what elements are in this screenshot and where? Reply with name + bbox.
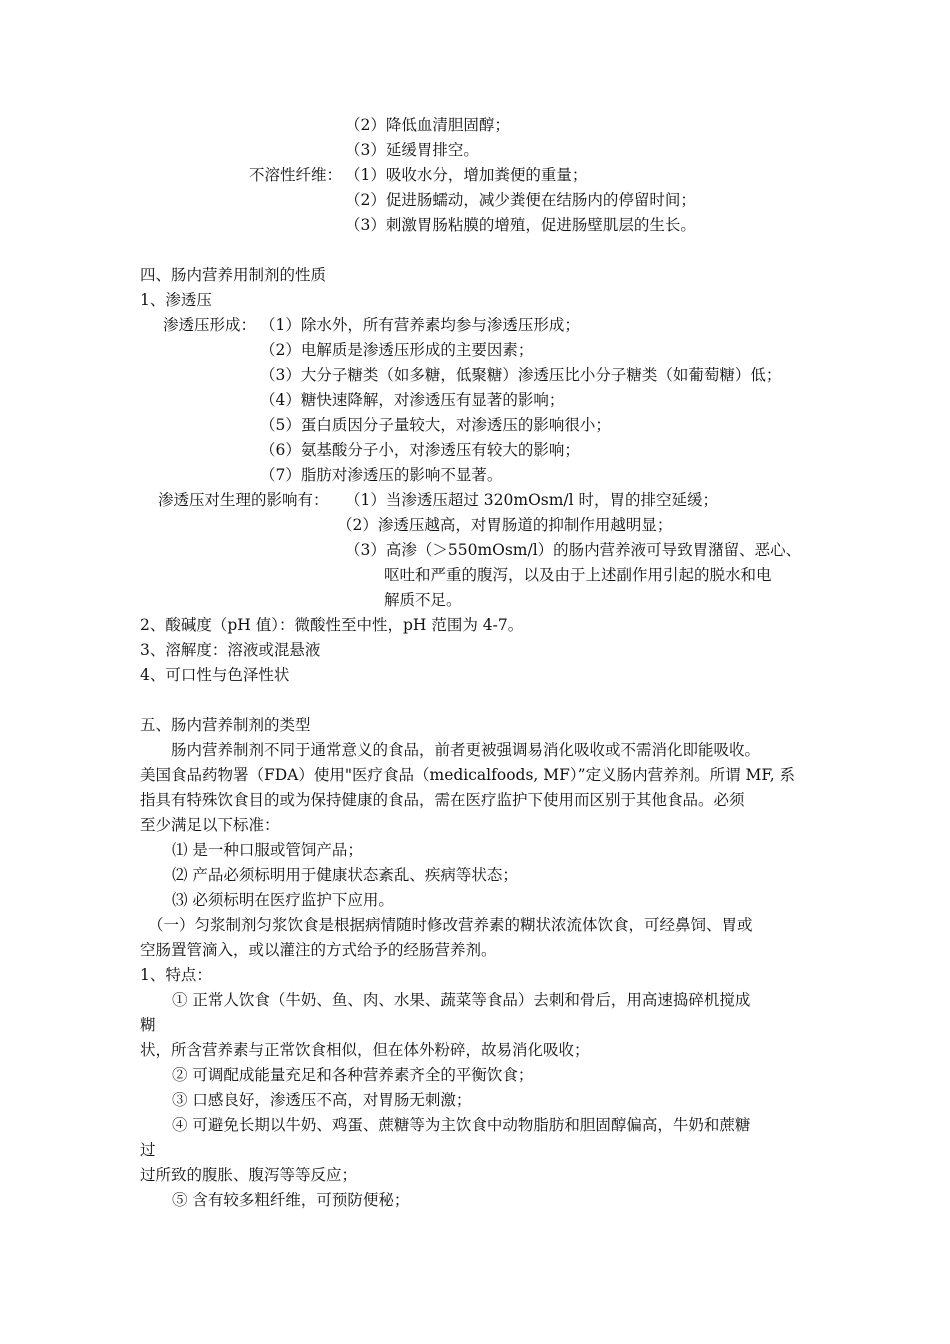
insoluble-fiber-item-2: （2）促进肠蠕动，减少粪便在结肠内的停留时间； [345,191,696,209]
feature-2: ② 可调配成能量充足和各种营养素齐全的平衡饮食； [172,1066,534,1084]
ph-item: 2、酸碱度（pH 值）：微酸性至中性，pH 范围为 4-7。 [140,616,524,634]
formation-item-2: （2）电解质是渗透压形成的主要因素； [260,341,534,359]
soluble-fiber-item-2: （2）降低血清胆固醇； [345,116,510,134]
feature-5: ⑤ 含有较多粗纤维，可预防便秘； [172,1191,410,1209]
section-5-para-line-1: 肠内营养制剂不同于通常意义的食品，前者更被强调易消化吸收或不需消化即能吸收。 [171,741,761,759]
formation-label: 渗透压形成： [163,316,257,334]
effects-item-1: （1）当渗透压超过 320mOsm/l 时，胃的排空延缓； [345,491,719,509]
soluble-fiber-item-3: （3）延缓胃排空。 [345,141,479,159]
effects-item-3: （3）高渗（＞550mOsm/l）的肠内营养液可导致胃潴留、恶心、 [345,541,802,559]
formation-item-7: （7）脂肪对渗透压的影响不显著。 [260,466,503,484]
section-5-para-line-3: 指具有特殊饮食目的或为保持健康的食品，需在医疗监护下使用而区别于其他食品。必须 [140,791,745,809]
standard-3: ⑶ 必须标明在医疗监护下应用。 [172,891,394,909]
insoluble-fiber-label: 不溶性纤维： [249,166,343,184]
formation-item-6: （6）氨基酸分子小，对渗透压有较大的影响； [260,441,580,459]
formation-item-4: （4）糖快速降解，对渗透压有显著的影响； [260,391,565,409]
feature-4-line-3: 过所致的腹胀、腹泻等等反应； [140,1166,358,1184]
palatability-item: 4、可口性与色泽性状 [140,666,290,684]
feature-4-line-1: ④ 可避免长期以牛奶、鸡蛋、蔗糖等为主饮食中动物脂肪和胆固醇偏高，牛奶和蔗糖 [172,1116,751,1134]
feature-1-line-1: ① 正常人饮食（牛奶、鱼、肉、水果、蔬菜等食品）去刺和骨后，用高速捣碎机搅成 [172,991,751,1009]
section-5-heading: 五、肠内营养制剂的类型 [140,716,311,734]
osmotic-pressure-title: 1、渗透压 [140,291,212,309]
feature-3: ③ 口感良好，渗透压不高，对胃肠无刺激； [172,1091,472,1109]
solubility-item: 3、溶解度：溶液或混悬液 [140,641,321,659]
features-title: 1、特点： [140,966,212,984]
effects-item-3-cont-2: 解质不足。 [384,591,462,609]
section-5-para-line-4: 至少满足以下标准： [140,816,280,834]
insoluble-fiber-item-3: （3）刺激胃肠粘膜的增殖，促进肠壁肌层的生长。 [345,216,696,234]
standard-1: ⑴ 是一种口服或管饲产品； [172,841,363,859]
feature-4-line-2: 过 [140,1141,156,1159]
effects-item-3-cont-1: 呕吐和严重的腹泻，以及由于上述副作用引起的脱水和电 [384,566,772,584]
section-5-para-line-2: 美国食品药物署（FDA）使用"医疗食品（medicalfoods, MF）”定义肠内营养剂。所谓 MF, 系 [140,766,796,784]
formation-item-1: （1）除水外，所有营养素均参与渗透压形成； [260,316,580,334]
insoluble-fiber-item-1: （1）吸收水分，增加粪便的重量； [345,166,588,184]
standard-2: ⑵ 产品必须标明用于健康状态紊乱、疾病等状态； [172,866,518,884]
effects-label: 渗透压对生理的影响有： [158,491,329,509]
section-4-heading: 四、肠内营养用制剂的性质 [140,266,327,284]
effects-item-2: （2）渗透压越高，对胃肠道的抑制作用越明显； [337,516,673,534]
feature-1-line-3: 状，所含营养素与正常饮食相似，但在体外粉碎，故易消化吸收； [140,1041,590,1059]
homogenate-line-1: （一）匀浆制剂匀浆饮食是根据病情随时修改营养素的糊状浓流体饮食，可经鼻饲、胃或 [148,916,753,934]
homogenate-line-2: 空肠置管滴入，或以灌注的方式给予的经肠营养剂。 [140,941,497,959]
formation-item-5: （5）蛋白质因分子量较大，对渗透压的影响很小； [260,416,611,434]
feature-1-line-2: 糊 [140,1016,156,1034]
formation-item-3: （3）大分子糖类（如多糖，低聚糖）渗透压比小分子糖类（如葡萄糖）低； [260,366,782,384]
